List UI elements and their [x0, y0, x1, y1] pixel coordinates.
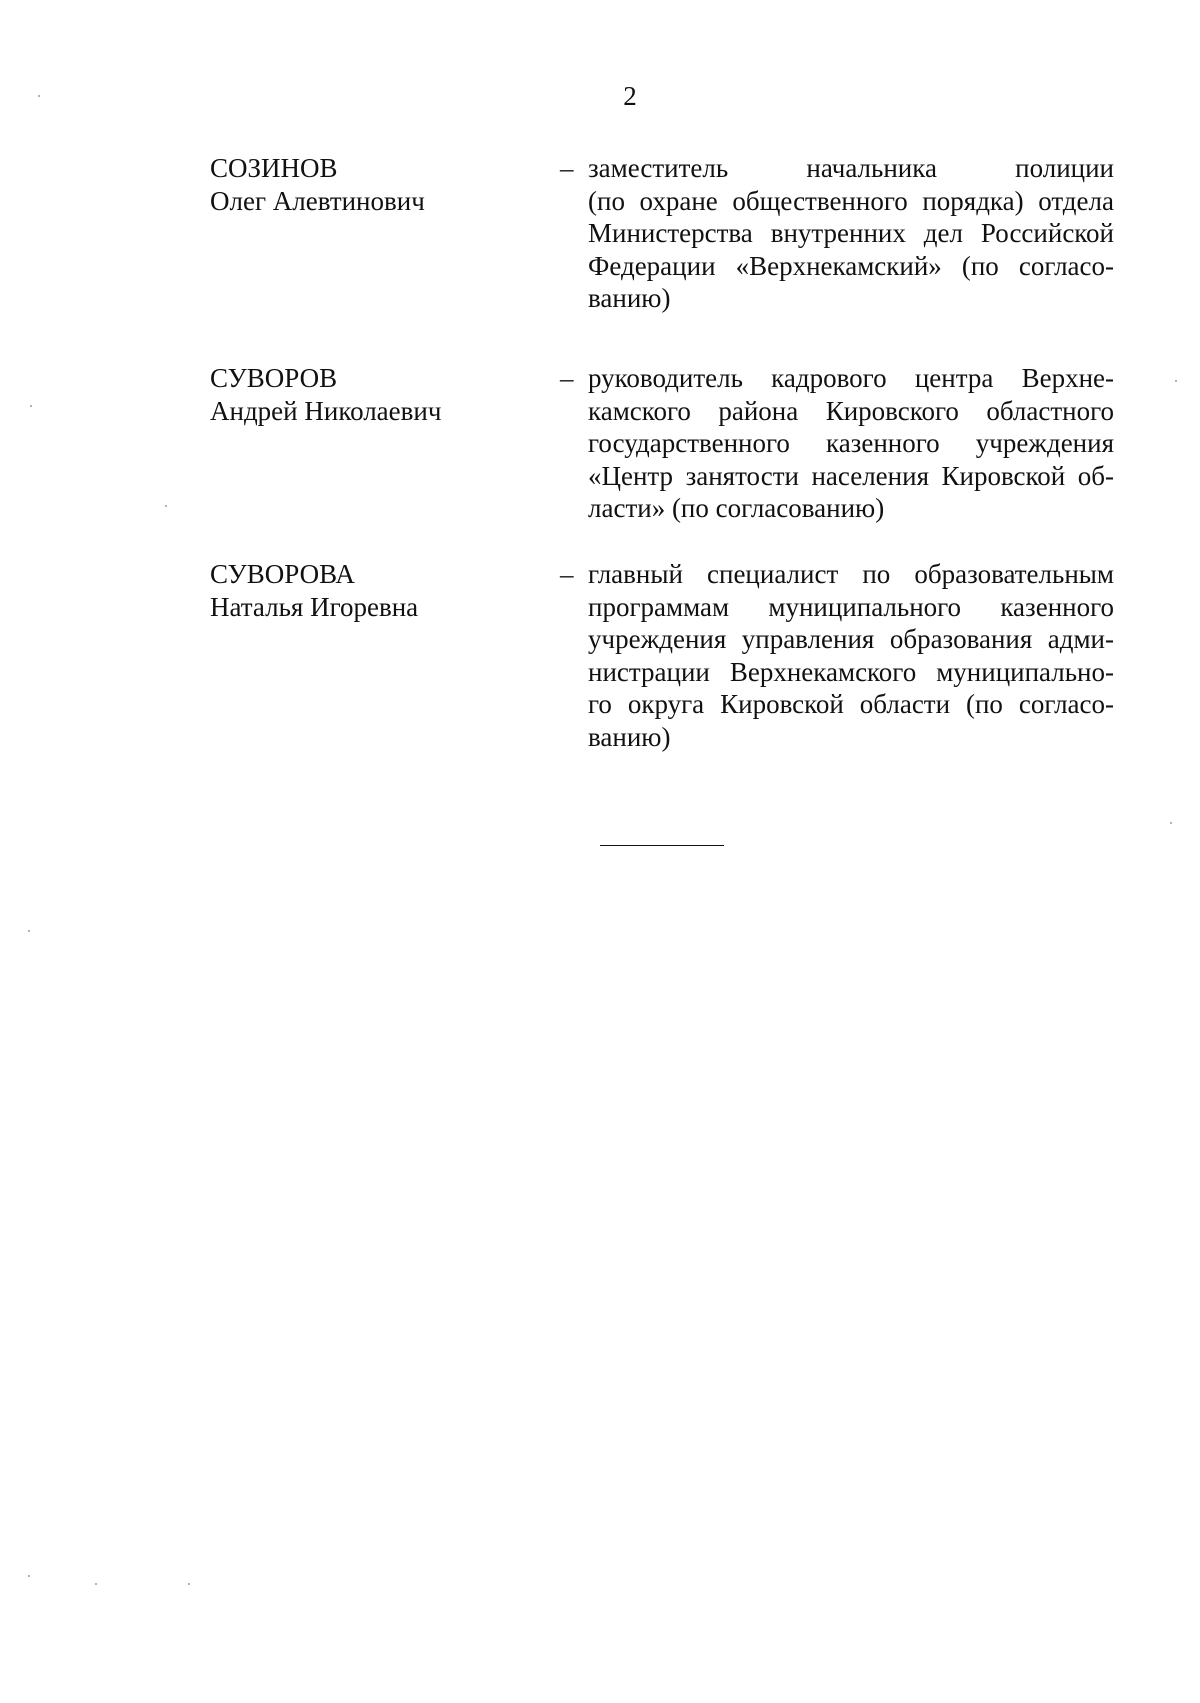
member-name-block: [210, 362, 540, 427]
scan-speck: [188, 1583, 190, 1585]
description-line: го округа Кировской области (по согласо-: [588, 689, 1114, 719]
description-line: программам муниципального казенного: [588, 591, 1114, 622]
scan-speck: [165, 505, 167, 507]
member-surname: СУВОРОВ: [210, 363, 338, 393]
scan-speck: [95, 1583, 97, 1585]
entry-dash: –: [560, 153, 574, 183]
description-line: ласти» (по согласованию): [588, 493, 885, 523]
description-line: Министерства внутренних дел Российской: [588, 218, 1114, 248]
description-line: «Центр занятости населения Кировской об-: [588, 460, 1114, 491]
scan-speck: [38, 95, 40, 97]
member-position-description: [588, 152, 1114, 315]
description-line: главный специалист по образовательным: [588, 559, 1114, 589]
scan-speck: [1170, 822, 1172, 824]
member-given-name: Андрей Николаевич: [210, 395, 442, 426]
description-line: нистрации Верхнекамского муниципально-: [588, 656, 1114, 687]
scan-speck: [28, 930, 30, 932]
page-number: 2: [623, 81, 637, 111]
member-name-block: [210, 152, 540, 217]
entry-dash: –: [560, 363, 574, 393]
entry-dash: –: [560, 559, 574, 589]
description-line: Федерации «Верхнекамский» (по согласо-: [588, 250, 1114, 281]
member-position-description: [588, 558, 1114, 753]
member-name-block: [210, 558, 540, 623]
description-line: (по охране общественного порядка) отдела: [588, 185, 1114, 216]
description-line: ванию): [588, 721, 671, 752]
description-line: государственного казенного учреждения: [588, 428, 1114, 458]
member-surname: СОЗИНОВ: [210, 153, 338, 183]
description-line: заместитель начальника полиции: [588, 153, 1114, 183]
member-position-description: [588, 362, 1114, 525]
description-line: руководитель кадрового центра Верхне-: [588, 363, 1114, 393]
description-line: камского района Кировского областного: [588, 395, 1114, 426]
description-line: учреждения управления образования адми-: [588, 624, 1114, 654]
end-of-list-rule: [600, 845, 724, 846]
member-surname: СУВОРОВА: [210, 559, 355, 589]
member-given-name: Олег Алевтинович: [210, 185, 425, 216]
scan-speck: [30, 405, 32, 407]
description-line: ванию): [588, 283, 671, 313]
scan-speck: [1175, 380, 1177, 382]
member-given-name: Наталья Игоревна: [210, 591, 419, 622]
scan-speck: [28, 1575, 30, 1577]
